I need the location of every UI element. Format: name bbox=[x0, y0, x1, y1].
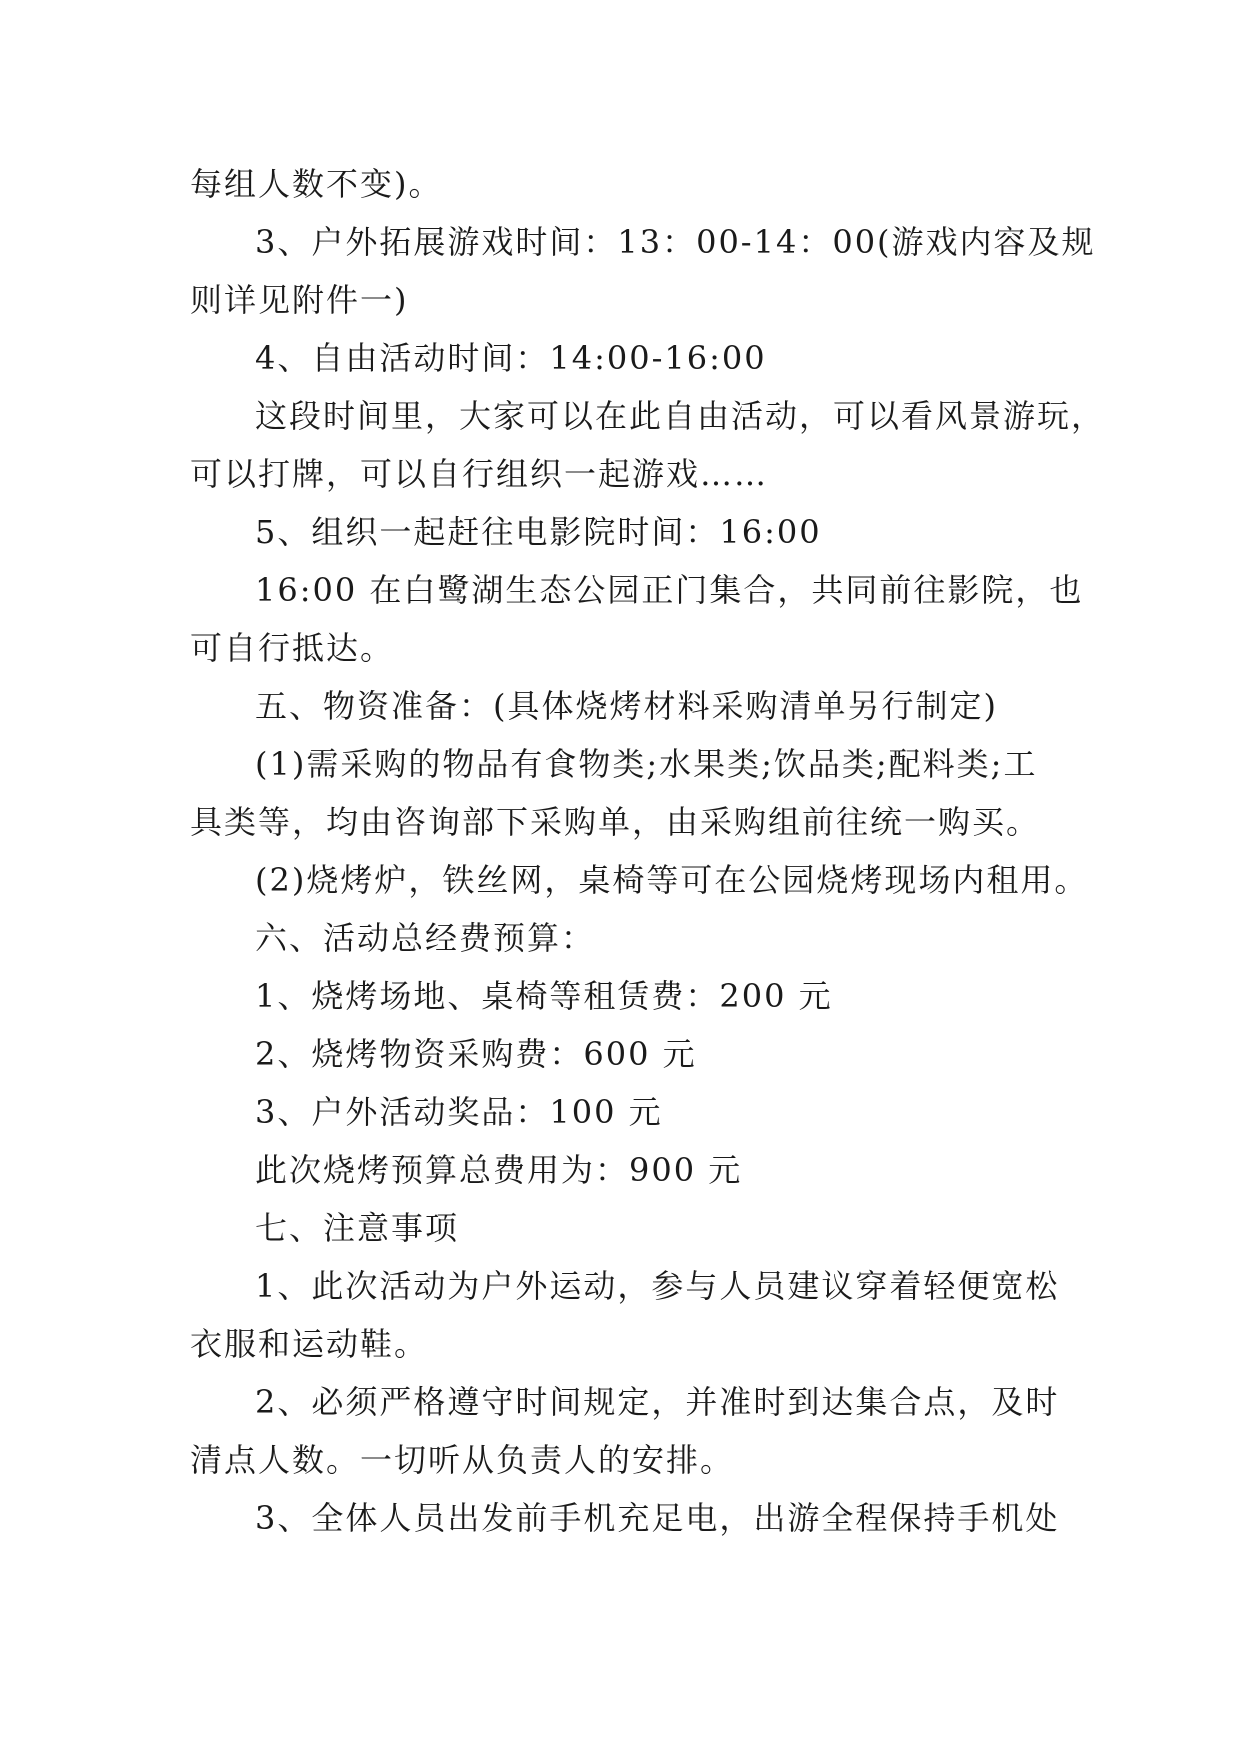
section-heading: 七、注意事项 bbox=[255, 1209, 460, 1247]
text-line: 衣服和运动鞋。 bbox=[190, 1325, 429, 1363]
section-heading: 六、活动总经费预算： bbox=[255, 919, 596, 957]
text-line: 2、烧烤物资采购费：600 元 bbox=[255, 1035, 697, 1073]
text-line: 清点人数。一切听从负责人的安排。 bbox=[190, 1441, 735, 1479]
text-line: 可以打牌，可以自行组织一起游戏…… bbox=[190, 455, 769, 493]
text-line: (2)烧烤炉，铁丝网，桌椅等可在公园烧烤现场内租用。 bbox=[255, 861, 1089, 899]
text-line: 可自行抵达。 bbox=[190, 629, 395, 667]
text-line: 这段时间里，大家可以在此自由活动，可以看风景游玩， bbox=[255, 397, 1106, 435]
text-line: 1、此次活动为户外运动，参与人员建议穿着轻便宽松 bbox=[255, 1267, 1060, 1305]
text-line: 3、户外活动奖品：100 元 bbox=[255, 1093, 663, 1131]
text-line: (1)需采购的物品有食物类;水果类;饮品类;配料类;工 bbox=[255, 745, 1038, 783]
text-line: 则详见附件一) bbox=[190, 281, 409, 319]
text-line: 2、必须严格遵守时间规定，并准时到达集合点，及时 bbox=[255, 1383, 1060, 1421]
text-line: 16:00 在白鹭湖生态公园正门集合，共同前往影院，也 bbox=[255, 571, 1084, 609]
text-line: 4、自由活动时间：14:00-16:00 bbox=[255, 339, 767, 377]
text-line: 1、烧烤场地、桌椅等租赁费：200 元 bbox=[255, 977, 833, 1015]
text-line: 3、全体人员出发前手机充足电，出游全程保持手机处 bbox=[255, 1499, 1060, 1537]
text-line: 每组人数不变)。 bbox=[190, 165, 443, 203]
text-line: 5、组织一起赶往电影院时间：16:00 bbox=[255, 513, 822, 551]
text-line: 3、户外拓展游戏时间：13：00-14：00(游戏内容及规 bbox=[255, 223, 1096, 261]
text-line: 具类等，均由咨询部下采购单，由采购组前往统一购买。 bbox=[190, 803, 1041, 841]
section-heading: 五、物资准备：(具体烧烤材料采购清单另行制定) bbox=[255, 687, 998, 725]
text-line: 此次烧烤预算总费用为：900 元 bbox=[255, 1151, 743, 1189]
